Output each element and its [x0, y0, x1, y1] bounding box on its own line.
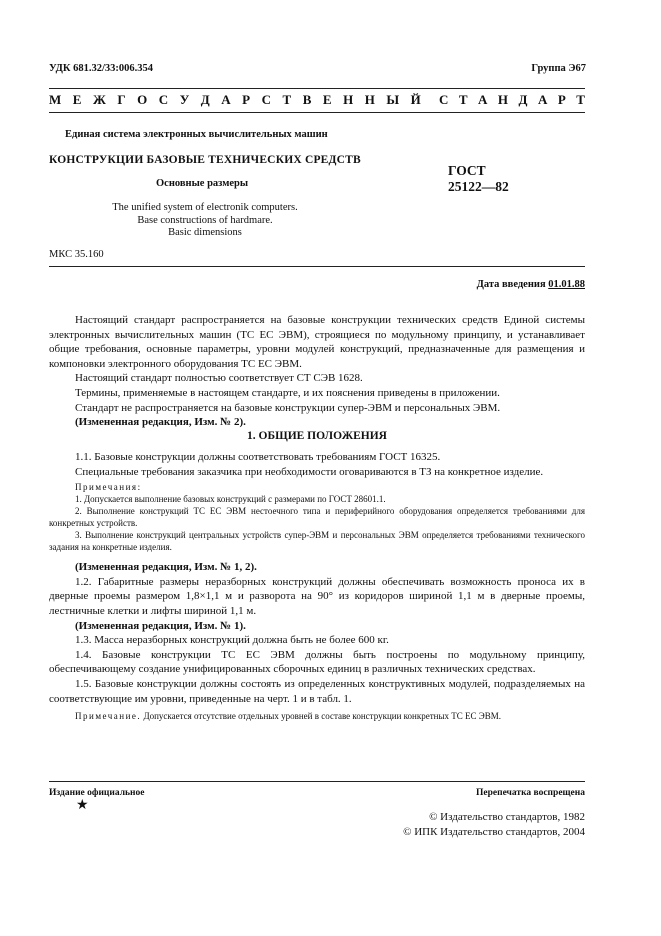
official-edition: Издание официальное	[49, 788, 145, 798]
banner-letter: Д	[518, 92, 528, 107]
banner-letter: Е	[72, 92, 82, 107]
banner-letter: А	[537, 92, 548, 107]
gost-designation	[448, 163, 509, 195]
copyright	[403, 810, 585, 840]
english-line: The unified system of electronik computers.	[112, 202, 298, 213]
effective-date	[477, 279, 585, 290]
banner-interstate	[49, 92, 421, 108]
copyright-line: © Издательство стандартов, 1982	[429, 811, 585, 823]
gost-number: 25122—82	[448, 179, 509, 194]
banner-letter: В	[302, 92, 312, 107]
banner-letter: А	[478, 92, 488, 107]
banner-letter: С	[261, 92, 271, 107]
intro-text	[49, 313, 585, 430]
section-text	[49, 450, 585, 722]
star-icon: ★	[76, 798, 89, 813]
banner-letter: А	[221, 92, 231, 107]
banner-standard	[439, 92, 585, 108]
paragraph: 1.5. Базовые конструкции должны состоять из определенных конструктивных модулей, подразделяемых на соответствующие им уровни, приведенные на черт. 1 и в табл. 1.	[49, 677, 585, 705]
note-text: Допускается отсутствие отдельных уровней в составе конструкции конкретных ТС ЕС ЭВМ.	[143, 711, 501, 722]
banner-letter: Д	[200, 92, 210, 107]
section-heading: 1. ОБЩИЕ ПОЛОЖЕНИЯ	[247, 430, 387, 442]
reprint-prohibited: Перепечатка воспрещена	[475, 788, 585, 798]
note: 1. Допускается выполнение базовых конструкций с размерами по ГОСТ 28601.1.	[75, 494, 386, 505]
banner-letter: Н	[343, 92, 354, 107]
note: 3. Выполнение конструкций центральных устройств супер-ЭВМ и персональных ЭВМ определяется требованиями технического задания на конкретные изделия.	[49, 530, 585, 553]
banner-divider	[49, 112, 585, 113]
date-value: 01.01.88	[548, 279, 585, 290]
group-code: Группа Э67	[531, 63, 586, 74]
banner-letter: Е	[322, 92, 332, 107]
banner-letter: Р	[557, 92, 566, 107]
banner-letter: У	[179, 92, 190, 107]
banner-letter: Т	[458, 92, 468, 107]
date-label: Дата введения	[476, 279, 546, 290]
banner-letter: Т	[576, 92, 585, 107]
banner-letter: Н	[497, 92, 509, 107]
banner-letter: С	[158, 92, 169, 107]
banner-letter: Р	[242, 92, 251, 107]
banner-letter: Ы	[386, 92, 400, 107]
paragraph: Специальные требования заказчика при необходимости оговариваются в ТЗ на конкретное изделие.	[75, 465, 544, 478]
notes-title: Примечания:	[75, 482, 142, 493]
banner-letter: Г	[117, 92, 126, 107]
notes-block	[49, 481, 585, 553]
top-divider	[49, 88, 585, 89]
paragraph: 1.3. Масса неразборных конструкций должна быть не более 600 кг.	[75, 634, 389, 647]
udk-code: УДК 681.32/33:006.354	[49, 63, 154, 74]
paragraph: Настоящий стандарт полностью соответствует СТ СЭВ 1628.	[75, 372, 363, 385]
footer-divider	[49, 781, 585, 782]
english-line: Base constructions of hardmare.	[137, 214, 273, 226]
note: 2. Выполнение конструкций ТС ЕС ЭВМ нестоечного типа и периферийного оборудования определяется требованиями для конкретных устройств.	[49, 506, 585, 529]
paragraph: 1.4. Базовые конструкции ТС ЕС ЭВМ должны быть построены по модульному принципу, обеспечивающему создание унифицированных сборочных единиц в различных технических средствах.	[49, 648, 585, 676]
gost-label: ГОСТ	[448, 163, 486, 178]
paragraph: Стандарт не распространяется на базовые конструкции супер-ЭВМ и персональных ЭВМ.	[75, 401, 501, 414]
amendment-note: (Измененная редакция, Изм. № 1).	[75, 619, 246, 632]
banner-letter: Й	[410, 92, 421, 107]
system-name: Единая система электронных вычислительных машин	[65, 129, 328, 140]
banner-letter: С	[439, 92, 449, 107]
paragraph: Термины, применяемые в настоящем стандарте, и их пояснения приведены в приложении.	[75, 386, 500, 399]
standard-banner	[49, 92, 585, 108]
note-label: Примечание.	[75, 711, 142, 722]
amendment-note: (Измененная редакция, Изм. № 1, 2).	[75, 561, 257, 574]
mks-divider	[49, 266, 585, 267]
final-note	[49, 710, 585, 722]
banner-letter: О	[137, 92, 148, 107]
document-title: КОНСТРУКЦИИ БАЗОВЫЕ ТЕХНИЧЕСКИХ СРЕДСТВ	[49, 154, 361, 166]
english-title	[90, 202, 320, 240]
paragraph: Настоящий стандарт распространяется на базовые конструкции технических средств Единой системы электронных вычислительных машин (ТС ЕС ЭВМ), строящиеся по модульному принципу, и устанавливает общие требования, основные параметры, уровни модулей конструкций, предназначенные для размещения и компоновки электронного оборудования ТС ЕС ЭВМ.	[49, 314, 585, 370]
banner-letter: Ж	[92, 92, 106, 107]
amendment-note: (Измененная редакция, Изм. № 2).	[75, 416, 246, 429]
english-line: Basic dimensions	[168, 227, 242, 238]
paragraph: 1.2. Габаритные размеры неразборных конструкций должны обеспечивать возможность проноса их в дверные проемы размером 1,8×1,1 м и разворота на 90° из коридоров шириной 1,1 м в дверные проемы, лестничные клетки и лифты шириной 1,1 м.	[49, 575, 585, 617]
banner-letter: Н	[364, 92, 375, 107]
banner-letter: Т	[282, 92, 292, 107]
document-subtitle: Основные размеры	[156, 178, 249, 189]
paragraph: 1.1. Базовые конструкции должны соответствовать требованиям ГОСТ 16325.	[75, 451, 441, 463]
mks-code: МКС 35.160	[49, 249, 104, 260]
banner-letter: М	[49, 92, 62, 107]
copyright-line: © ИПК Издательство стандартов, 2004	[403, 826, 585, 838]
